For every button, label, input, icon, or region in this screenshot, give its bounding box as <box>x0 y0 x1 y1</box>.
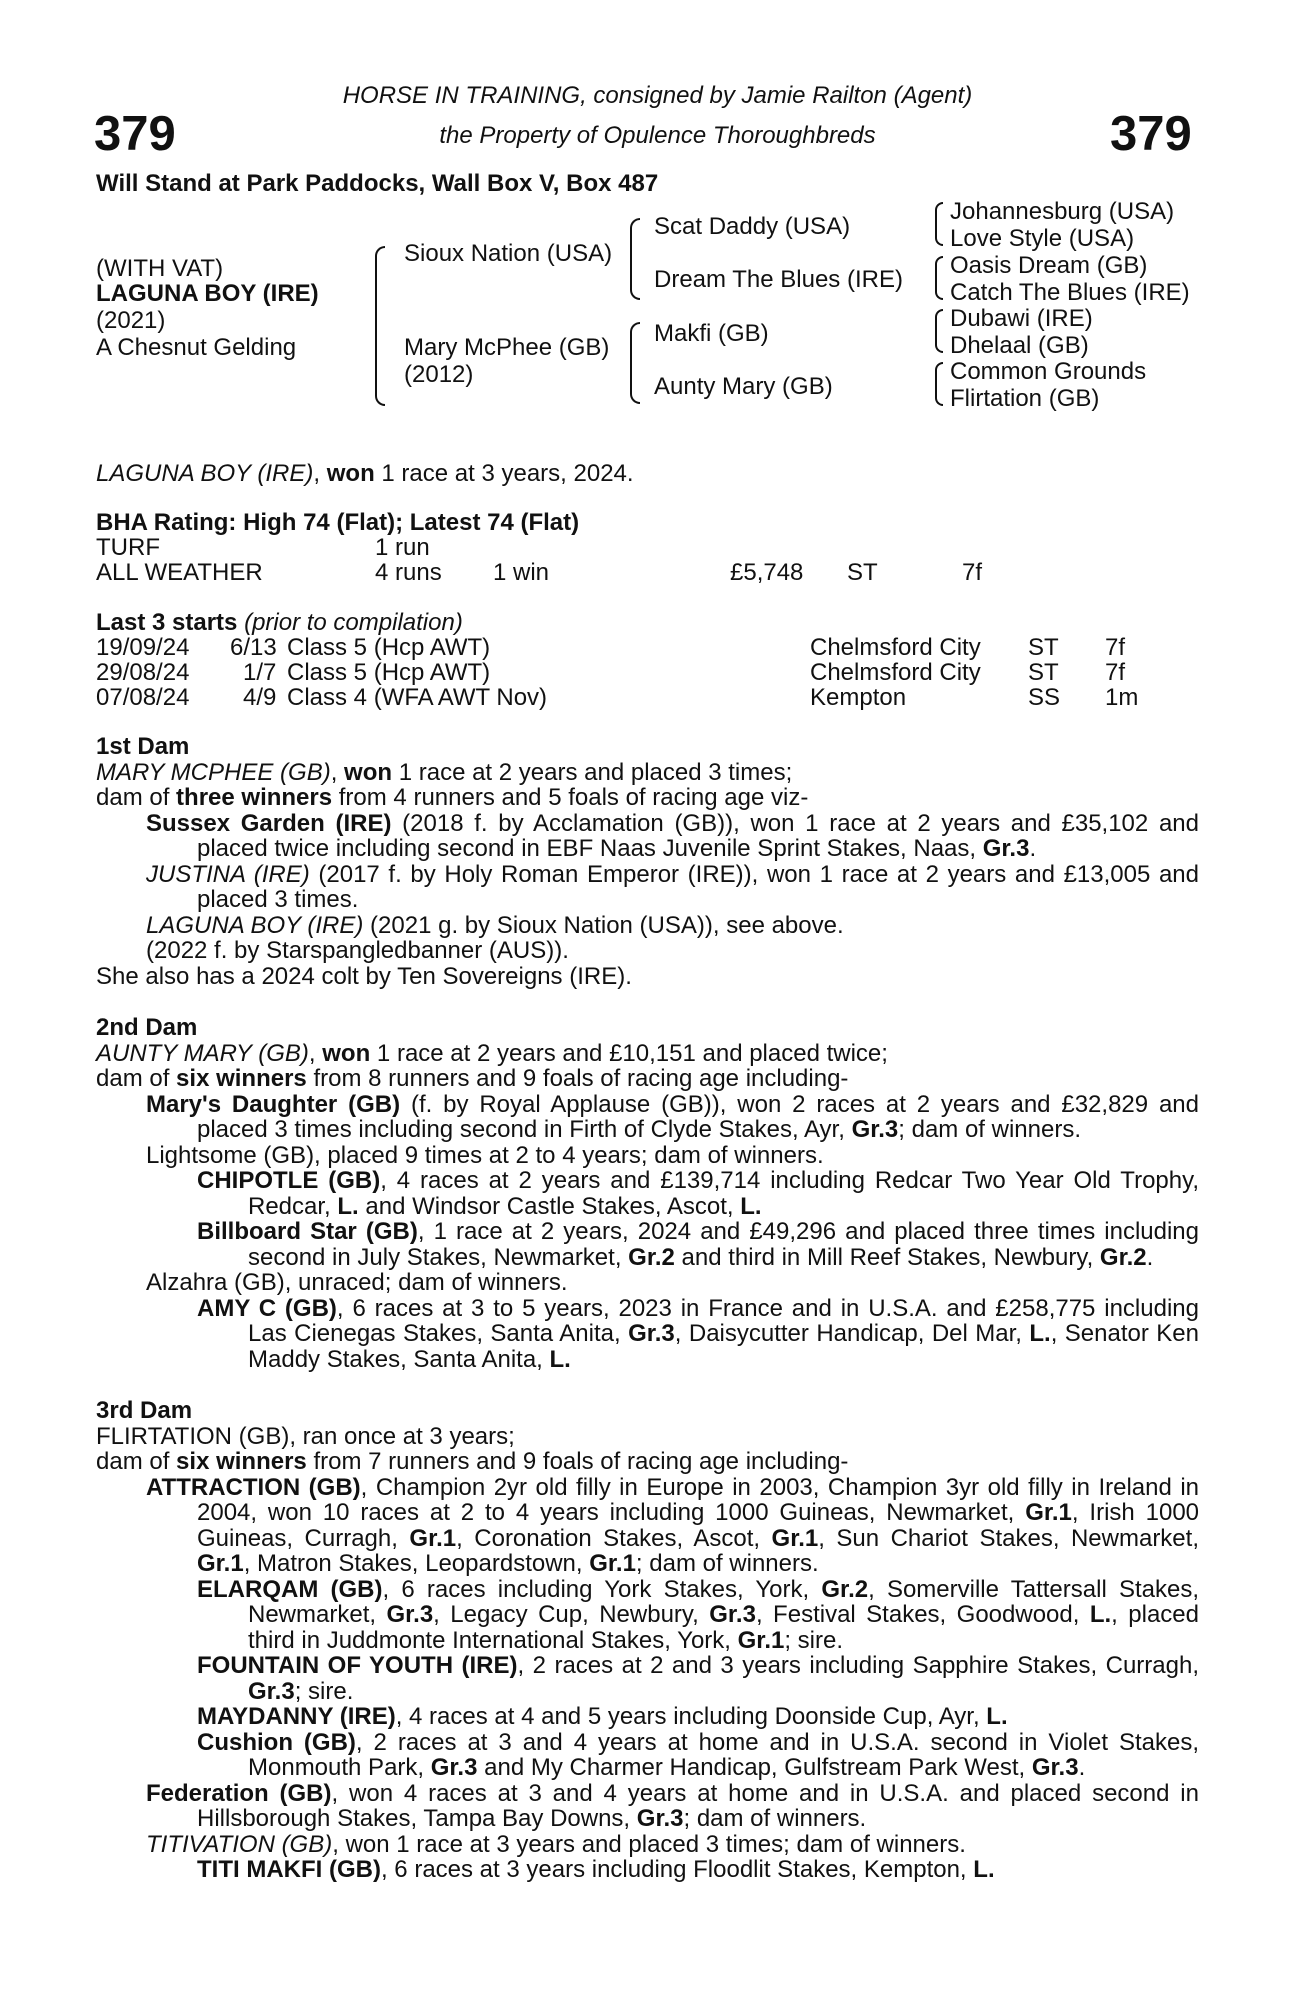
horse-description: A Chesnut Gelding <box>96 334 297 361</box>
progeny-name: TITI MAKFI (GB) <box>197 1856 381 1883</box>
progeny-billboard-star <box>96 1219 1199 1270</box>
grade: L. <box>740 1192 762 1220</box>
start-date: 29/08/24 <box>96 659 190 686</box>
grade: Gr.1 <box>409 1524 457 1552</box>
grade: Gr.1 <box>1025 1499 1072 1526</box>
family-section <box>96 734 1199 1883</box>
g-brace-4 <box>935 362 943 406</box>
produce-text: from 7 runners and 9 foals of racing age including- <box>306 1448 849 1475</box>
winners-count: six winners <box>176 1448 307 1475</box>
aw-money: £5,748 <box>730 559 804 586</box>
progeny-record: , 4 races at 2 years and £139,714 including Redcar Two Year Old Trophy, Redcar, <box>248 1167 1199 1220</box>
progeny-name: TITIVATION (GB) <box>146 1830 333 1858</box>
consignor-line: HORSE IN TRAINING, consigned by Jamie Railton (Agent) <box>342 82 973 109</box>
progeny-alzahra: Alzahra (GB), unraced; dam of winners. <box>146 1269 568 1296</box>
grade: Gr.2 <box>628 1243 675 1271</box>
grade: Gr.2 <box>821 1575 869 1603</box>
progeny-justina <box>96 862 1199 913</box>
lot-number-right: 379 <box>1110 107 1192 161</box>
aw-wins: 1 win <box>493 559 550 586</box>
progeny-record: , Irish 1000 Guineas, Curragh, <box>197 1499 1200 1552</box>
granddam-2: Love Style (USA) <box>950 225 1135 252</box>
grade: Gr.1 <box>197 1550 244 1577</box>
dam-record: 1 race at 2 years and placed 3 times; <box>392 758 793 786</box>
progeny-record: , 2 races at 3 and 4 years at home and in U.S.A. second in Violet Stakes, Monmouth Park, <box>248 1728 1200 1781</box>
lot-number-left: 379 <box>94 107 176 161</box>
last-starts-heading <box>96 609 463 637</box>
progeny-name: Sussex Garden (IRE) <box>146 809 392 837</box>
third-dam-line: FLIRTATION (GB), ran once at 3 years; <box>96 1422 515 1450</box>
progeny-marys-daughter <box>96 1092 1199 1143</box>
dam-name: MARY MCPHEE (GB) <box>96 758 331 786</box>
progeny-record: , 6 races at 3 to 5 years, 2023 in France and in U.S.A. and £258,775 including Las Cienegas Stakes, Santa Anita, <box>248 1294 1199 1347</box>
horse-year: (2021) <box>96 307 166 334</box>
stable-location: Will Stand at Park Paddocks, Wall Box V, Box 487 <box>96 170 659 197</box>
progeny-name: CHIPOTLE (GB) <box>197 1167 381 1194</box>
start-position: 1/7 <box>243 659 277 686</box>
g-brace-1 <box>935 202 943 246</box>
grade: Gr.3 <box>636 1805 684 1832</box>
dam-name: AUNTY MARY (GB) <box>96 1039 309 1067</box>
progeny-record: , Sun Chariot Stakes, Newmarket, <box>818 1524 1199 1552</box>
progeny-record: , 2 races at 2 and 3 years including Sapphire Stakes, Curragh, <box>517 1652 1200 1679</box>
progeny-titivation <box>96 1832 1199 1858</box>
progeny-record: ; dam of winners. <box>898 1116 1082 1143</box>
start-position: 4/9 <box>243 684 277 711</box>
produce-text: dam of <box>96 784 177 811</box>
grade: Gr.1 <box>589 1550 636 1577</box>
granddam-7: Common Grounds <box>950 358 1147 385</box>
progeny-name: FOUNTAIN OF YOUTH (IRE) <box>197 1652 518 1679</box>
summary-rest: 1 race at 3 years, 2024. <box>374 460 634 487</box>
winners-count: six winners <box>176 1065 307 1092</box>
start-surface: ST <box>1028 659 1059 686</box>
vat-note: (WITH VAT) <box>96 255 224 282</box>
second-dam-produce <box>96 1066 1199 1092</box>
second-dam-line: AUNTY MARY (GB), won 1 race at 2 years and £10,151 and placed twice; <box>96 1039 888 1067</box>
sire-sire: Scat Daddy (USA) <box>654 213 851 240</box>
sire-dam: Dream The Blues (IRE) <box>654 266 903 293</box>
progeny-maydanny <box>96 1704 1199 1730</box>
progeny-record: , Matron Stakes, Leopardstown, <box>243 1550 590 1577</box>
grade: Gr.3 <box>430 1754 478 1781</box>
grade: L. <box>337 1192 359 1220</box>
start-course: Chelmsford City <box>810 634 981 661</box>
g-brace-3 <box>935 309 943 353</box>
progeny-name: ELARQAM (GB) <box>197 1575 383 1603</box>
grade: Gr.3 <box>248 1677 295 1705</box>
start-position: 6/13 <box>230 634 277 661</box>
pedigree-brace-main <box>375 246 385 406</box>
progeny-name: Federation (GB) <box>146 1779 332 1807</box>
progeny-record: , Daisycutter Handicap, Del Mar, <box>674 1320 1030 1347</box>
grade: L. <box>986 1703 1008 1730</box>
progeny-record: . <box>1029 835 1037 862</box>
progeny-laguna-boy <box>96 913 1199 939</box>
won-text: won <box>344 758 393 786</box>
progeny-record: ; dam of winners. <box>635 1550 819 1577</box>
dam-brace <box>630 322 640 404</box>
start-date: 19/09/24 <box>96 634 190 661</box>
summary-name: LAGUNA BOY (IRE) <box>96 460 314 487</box>
turf-label: TURF <box>96 534 160 561</box>
start-course: Kempton <box>810 684 907 711</box>
start-race: Class 5 (Hcp AWT) <box>287 659 491 686</box>
start-surface: ST <box>1028 634 1059 661</box>
progeny-record: , 1 race at 2 years, 2024 and £49,296 and placed three times including second in July Stakes, Newmarket, <box>248 1218 1200 1271</box>
progeny-cushion <box>96 1730 1199 1781</box>
grade: L. <box>1089 1601 1112 1628</box>
last-starts-title: Last 3 starts <box>96 609 238 636</box>
progeny-record: , Senator Ken Maddy Stakes, Santa Anita, <box>248 1320 1199 1373</box>
progeny-record: , won 1 race at 3 years and placed 3 times; dam of winners. <box>332 1830 966 1858</box>
winners-count: three winners <box>176 784 333 811</box>
first-dam-line: MARY MCPHEE (GB), won 1 race at 2 years and placed 3 times; <box>96 758 793 786</box>
progeny-name: ATTRACTION (GB) <box>146 1473 361 1501</box>
grade: Gr.2 <box>1099 1243 1147 1271</box>
progeny-record: (2018 f. by Acclamation (GB)), won 1 race at 2 years and £35,102 and placed twice including second in EBF Naas Juvenile Sprint Stakes, Naas, <box>197 809 1199 862</box>
grade: Gr.3 <box>982 835 1030 862</box>
progeny-attraction <box>96 1475 1199 1577</box>
progeny-record: , Champion 2yr old filly in Europe in 2003, Champion 3yr old filly in Ireland in 2004, won 10 races at 2 to 4 years including 1000 Guineas, Newmarket, <box>197 1473 1199 1526</box>
grade: Gr.3 <box>851 1116 899 1143</box>
progeny-name: Billboard Star (GB) <box>197 1218 418 1245</box>
granddam-3: Oasis Dream (GB) <box>950 252 1148 279</box>
bha-rating: BHA Rating: High 74 (Flat); Latest 74 (Flat) <box>96 509 580 536</box>
sire-brace <box>630 218 640 300</box>
first-dam-heading: 1st Dam <box>96 733 190 760</box>
third-dam-produce <box>96 1449 1199 1475</box>
aw-distance: 7f <box>962 559 983 586</box>
aw-surface: ST <box>847 559 878 586</box>
grade: L. <box>1029 1320 1051 1347</box>
grade: Gr.3 <box>628 1320 675 1347</box>
progeny-lightsome: Lightsome (GB), placed 9 times at 2 to 4 years; dam of winners. <box>146 1141 824 1169</box>
progeny-record: , Festival Stakes, Goodwood, <box>755 1601 1090 1628</box>
progeny-name: JUSTINA (IRE) <box>146 860 310 888</box>
progeny-name: Cushion (GB) <box>197 1728 356 1756</box>
progeny-record: , Somerville Tattersall Stakes, Newmarket, <box>248 1575 1199 1628</box>
horse-name: LAGUNA BOY (IRE) <box>96 280 319 307</box>
dam-record: 1 race at 2 years and £10,151 and placed twice; <box>370 1039 888 1067</box>
dam-year: (2012) <box>404 361 474 388</box>
dam-sire: Makfi (GB) <box>654 320 769 347</box>
aw-label: ALL WEATHER <box>96 559 263 586</box>
progeny-name: LAGUNA BOY (IRE) <box>146 911 364 939</box>
progeny-amy-c <box>96 1296 1199 1373</box>
start-surface: SS <box>1028 684 1061 711</box>
progeny-2024-colt: She also has a 2024 colt by Ten Sovereigns (IRE). <box>96 962 632 990</box>
progeny-record: and My Charmer Handicap, Gulfstream Park West, <box>477 1754 1032 1781</box>
produce-text: from 8 runners and 9 foals of racing age including- <box>306 1065 849 1092</box>
granddam-4: Catch The Blues (IRE) <box>950 279 1190 306</box>
progeny-fountain-of-youth <box>96 1653 1199 1704</box>
granddam-5: Dubawi (IRE) <box>950 305 1093 332</box>
start-date: 07/08/24 <box>96 684 190 711</box>
start-distance: 7f <box>1105 659 1126 686</box>
progeny-record: (f. by Royal Applause (GB)), won 2 races at 2 years and £32,829 and placed 3 times including second in Firth of Clyde Stakes, Ayr, <box>197 1090 1199 1143</box>
progeny-record: and third in Mill Reef Stakes, Newbury, <box>674 1243 1100 1271</box>
progeny-record: ; dam of winners. <box>683 1805 867 1832</box>
progeny-record: and Windsor Castle Stakes, Ascot, <box>358 1192 741 1220</box>
grade: L. <box>549 1345 571 1373</box>
grade: L. <box>973 1856 995 1883</box>
produce-text: dam of <box>96 1448 177 1475</box>
granddam-8: Flirtation (GB) <box>950 385 1100 412</box>
produce-text: dam of <box>96 1065 177 1092</box>
progeny-record: , 6 races at 3 years including Floodlit Stakes, Kempton, <box>380 1856 974 1883</box>
sire-name: Sioux Nation (USA) <box>404 240 613 267</box>
progeny-record: , 4 races at 4 and 5 years including Doonside Cup, Ayr, <box>395 1703 987 1730</box>
progeny-record: ; sire. <box>784 1626 844 1654</box>
start-distance: 7f <box>1105 634 1126 661</box>
progeny-chipotle <box>96 1168 1199 1219</box>
progeny-federation <box>96 1781 1199 1832</box>
progeny-record: . <box>1078 1754 1086 1781</box>
grade: Gr.1 <box>771 1524 819 1552</box>
second-dam-heading: 2nd Dam <box>96 1014 198 1041</box>
granddam-1: Johannesburg (USA) <box>950 198 1175 225</box>
progeny-sussex-garden <box>96 811 1199 862</box>
summary-won: won <box>326 460 375 487</box>
progeny-2022-filly: (2022 f. by Starspangledbanner (AUS)). <box>146 937 569 964</box>
start-distance: 1m <box>1105 684 1139 711</box>
grade: Gr.1 <box>737 1626 785 1654</box>
dam-name: Mary McPhee (GB) <box>404 334 610 361</box>
start-race: Class 5 (Hcp AWT) <box>287 634 491 661</box>
progeny-record: , won 4 races at 3 and 4 years at home and in U.S.A. and placed second in Hillsborough Stakes, Tampa Bay Downs, <box>197 1779 1199 1832</box>
progeny-titi-makfi <box>96 1857 1199 1883</box>
granddam-6: Dhelaal (GB) <box>950 332 1089 359</box>
progeny-name: Mary's Daughter (GB) <box>146 1090 401 1118</box>
first-dam-produce <box>96 785 1199 811</box>
progeny-name: AMY C (GB) <box>197 1294 337 1322</box>
progeny-name: MAYDANNY (IRE) <box>197 1703 396 1730</box>
progeny-record: , Coronation Stakes, Ascot, <box>456 1524 772 1552</box>
dam-dam: Aunty Mary (GB) <box>654 373 833 400</box>
start-course: Chelmsford City <box>810 659 981 686</box>
produce-text: from 4 runners and 5 foals of racing age viz- <box>332 784 809 811</box>
progeny-record: . <box>1146 1243 1154 1271</box>
progeny-elarqam <box>96 1577 1199 1654</box>
grade: Gr.3 <box>709 1601 756 1628</box>
third-dam-heading: 3rd Dam <box>96 1397 193 1424</box>
progeny-record: , Legacy Cup, Newbury, <box>433 1601 710 1628</box>
progeny-record: (2021 g. by Sioux Nation (USA)), see above. <box>363 911 844 939</box>
won-text: won <box>322 1039 371 1067</box>
aw-runs: 4 runs <box>375 559 442 586</box>
progeny-record: (2017 f. by Holy Roman Emperor (IRE)), won 1 race at 2 years and £13,005 and placed 3 times. <box>197 860 1200 913</box>
race-summary: LAGUNA BOY (IRE), won 1 race at 3 years, 2024. <box>96 460 634 487</box>
g-brace-2 <box>935 256 943 300</box>
progeny-record: , 6 races including York Stakes, York, <box>382 1575 822 1603</box>
grade: Gr.3 <box>1031 1754 1079 1781</box>
property-line: the Property of Opulence Thoroughbreds <box>439 122 876 149</box>
turf-runs: 1 run <box>375 534 430 561</box>
progeny-record: , placed third in Juddmonte International Stakes, York, <box>248 1601 1199 1654</box>
progeny-record: ; sire. <box>294 1677 354 1705</box>
grade: Gr.3 <box>386 1601 434 1628</box>
start-race: Class 4 (WFA AWT Nov) <box>287 684 548 711</box>
last-starts-note: (prior to compilation) <box>244 609 463 636</box>
